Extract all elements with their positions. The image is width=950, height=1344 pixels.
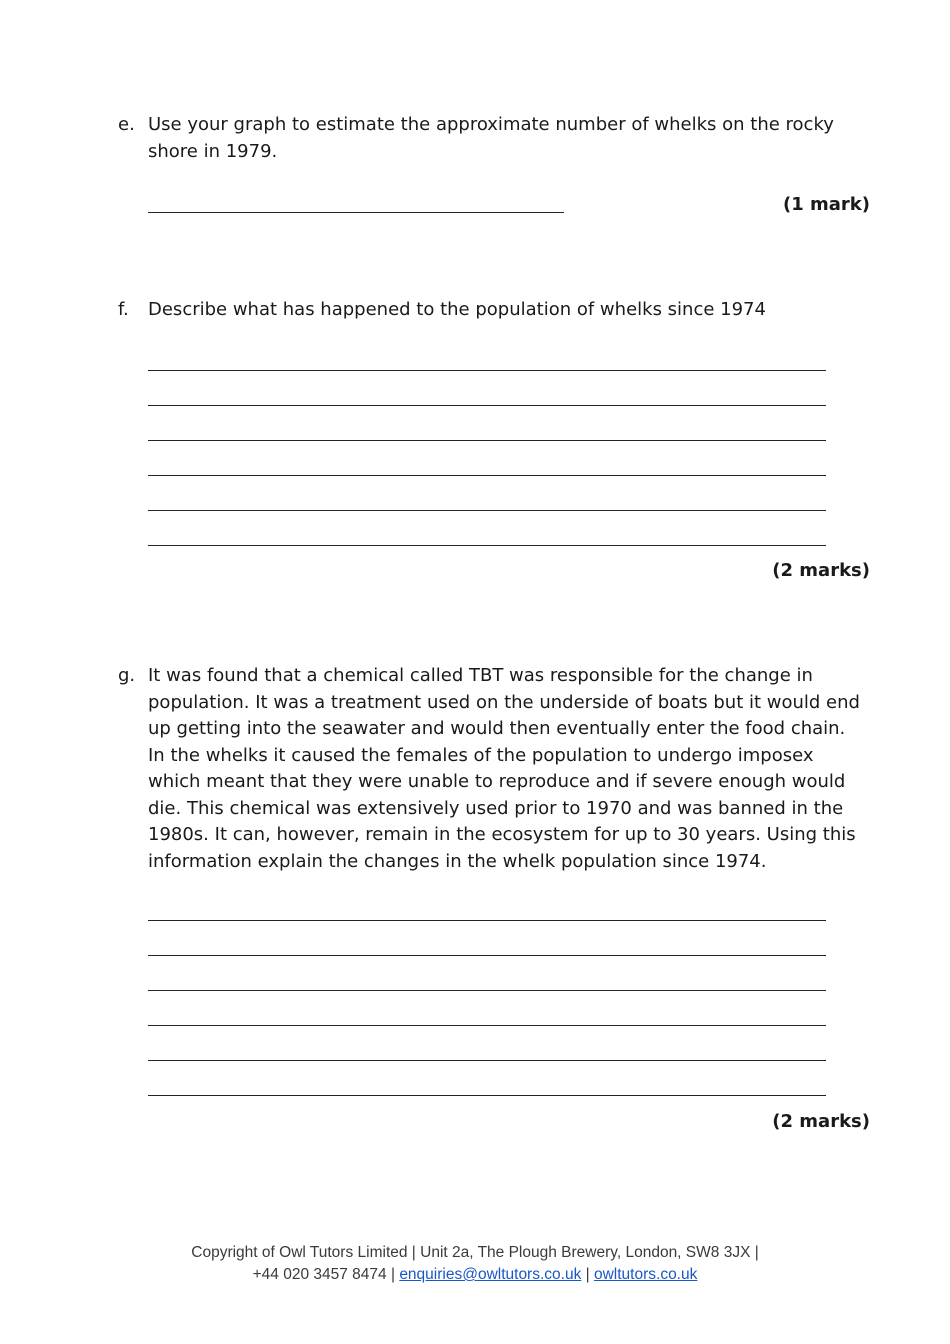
answer-line[interactable] bbox=[148, 1095, 826, 1096]
page-footer bbox=[0, 1242, 950, 1286]
answer-line[interactable] bbox=[148, 475, 826, 476]
answer-line[interactable] bbox=[148, 545, 826, 546]
answer-line[interactable] bbox=[148, 212, 564, 213]
answer-line[interactable] bbox=[148, 1025, 826, 1026]
question-text: Use your graph to estimate the approximate number of whelks on the rocky shore in 1979. bbox=[148, 114, 834, 162]
answer-line[interactable] bbox=[148, 510, 826, 511]
question-text: Describe what has happened to the population of whelks since 1974 bbox=[148, 299, 766, 320]
answer-line[interactable] bbox=[148, 955, 826, 956]
answer-line[interactable] bbox=[148, 990, 826, 991]
answer-line[interactable] bbox=[148, 1060, 826, 1061]
footer-email-link[interactable]: enquiries@owltutors.co.uk bbox=[399, 1266, 582, 1283]
footer-website-link[interactable]: owltutors.co.uk bbox=[593, 1266, 698, 1283]
marks-label: (2 marks) bbox=[772, 1111, 870, 1132]
question-f bbox=[118, 297, 878, 324]
answer-line[interactable] bbox=[148, 440, 826, 441]
footer-copyright: Copyright of Owl Tutors Limited | Unit 2a, The Plough Brewery, London, SW8 3JX | bbox=[191, 1244, 759, 1261]
footer-contact bbox=[0, 1264, 950, 1286]
answer-line[interactable] bbox=[148, 370, 826, 371]
question-g bbox=[118, 663, 878, 875]
question-e bbox=[118, 112, 878, 165]
question-letter: g. bbox=[118, 665, 136, 686]
footer-separator: | bbox=[585, 1266, 590, 1283]
marks-label: (2 marks) bbox=[772, 560, 870, 581]
answer-line[interactable] bbox=[148, 920, 826, 921]
question-letter: f. bbox=[118, 299, 129, 320]
marks-label: (1 mark) bbox=[783, 194, 870, 215]
question-letter: e. bbox=[118, 114, 135, 135]
answer-line[interactable] bbox=[148, 405, 826, 406]
footer-phone: +44 020 3457 8474 | bbox=[252, 1266, 395, 1283]
question-text: It was found that a chemical called TBT was responsible for the change in population. It was a treatment used on the underside of boats but it would end up getting into the seawater and would then eventually enter the food chain. In the whelks it caused the females of the population to undergo imposex which meant that they were unable to reproduce and if severe enough would die. This chemical was extensively used prior to 1970 and was banned in the 1980s. It can, however, remain in the ecosystem for up to 30 years. Using this information explain the changes in the whelk population since 1974. bbox=[148, 665, 860, 872]
